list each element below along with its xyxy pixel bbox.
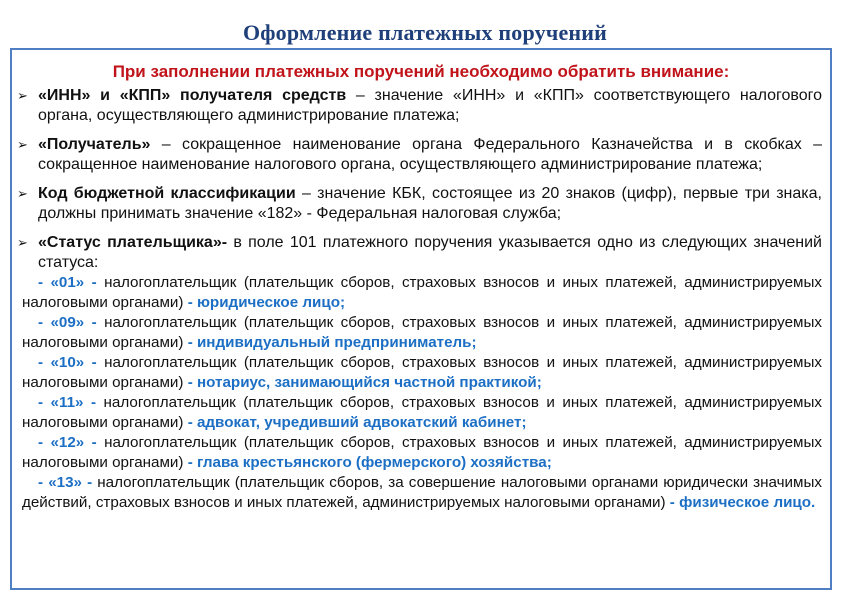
status-text: налогоплательщик (плательщик сборов, за совершение налоговыми органами юридически значимых действий, страховых взносов и иных платежей, администрируемых налоговыми органами): [22, 474, 822, 511]
status-code: «01»: [50, 274, 85, 291]
bullet-kbk: [12, 184, 830, 224]
bullet-term: «ИНН» и «КПП» получателя средств: [38, 87, 347, 104]
bullet-inn-kpp: [12, 86, 830, 126]
bullet-payer-status: [12, 233, 830, 273]
status-code: «10»: [50, 354, 85, 371]
bullet-text: – значение «ИНН» и «КПП» соответствующего налогового органа, осуществляющего администрирование платежа;: [38, 87, 823, 124]
arrow-bullet-icon: ➢: [17, 186, 28, 201]
status-code: «13»: [48, 474, 82, 491]
status-item-10: - «10» - налогоплательщик (плательщик сборов, страховых взносов и иных платежей, администрируемых налоговыми органами) - нотариус, занимающийся частной практикой;: [22, 354, 822, 391]
bullet-term: «Получатель»: [38, 136, 151, 153]
status-code: «12»: [50, 434, 85, 451]
status-highlight: - физическое лицо.: [669, 494, 816, 511]
bullet-term: «Статус плательщика»-: [38, 234, 228, 251]
status-highlight: - индивидуальный предприниматель;: [187, 334, 477, 351]
bullet-text: – сокращенное наименование органа Федерального Казначейства и в скобках – сокращенное наименование налогового органа, осуществляющего администрирование платежа;: [38, 136, 822, 173]
status-highlight: - юридическое лицо;: [187, 294, 346, 311]
status-item-01: - «01» - налогоплательщик (плательщик сборов, страховых взносов и иных платежей, администрируемых налоговыми органами) - юридическое лицо;: [22, 274, 822, 311]
arrow-bullet-icon: ➢: [17, 137, 28, 152]
status-code: «11»: [50, 394, 84, 411]
bullet-recipient: [12, 135, 830, 175]
bullet-term: Код бюджетной классификации: [38, 185, 296, 202]
status-text: налогоплательщик (плательщик сборов, страховых взносов и иных платежей, администрируемых налоговыми органами): [22, 314, 822, 351]
section-heading: При заполнении платежных поручений необходимо обратить внимание:: [112, 62, 730, 81]
status-text: налогоплательщик (плательщик сборов, страховых взносов и иных платежей, администрируемых налоговыми органами): [22, 354, 822, 391]
arrow-bullet-icon: ➢: [17, 235, 28, 250]
status-highlight: - глава крестьянского (фермерского) хозяйства;: [187, 454, 552, 471]
status-highlight: - нотариус, занимающийся частной практикой;: [187, 374, 542, 391]
status-item-09: - «09» - налогоплательщик (плательщик сборов, страховых взносов и иных платежей, администрируемых налоговыми органами) - индивидуальный предприниматель;: [22, 314, 822, 351]
page-title: Оформление платежных поручений: [242, 20, 608, 45]
status-text: налогоплательщик (плательщик сборов, страховых взносов и иных платежей, администрируемых налоговыми органами): [22, 434, 822, 471]
status-item-11: - «11» - налогоплательщик (плательщик сборов, страховых взносов и иных платежей, администрируемых налоговыми органами) - адвокат, учредивший адвокатский кабинет;: [22, 394, 822, 431]
bullet-text: в поле 101 платежного поручения указывается одно из следующих значений статуса:: [38, 234, 822, 271]
content-frame: [10, 48, 832, 590]
status-text: налогоплательщик (плательщик сборов, страховых взносов и иных платежей, администрируемых налоговыми органами): [22, 274, 822, 311]
status-item-13: - «13» - налогоплательщик (плательщик сборов, за совершение налоговыми органами юридически значимых действий, страховых взносов и иных платежей, администрируемых налоговыми органами) - физическое лицо.: [22, 474, 822, 511]
status-text: налогоплательщик (плательщик сборов, страховых взносов и иных платежей, администрируемых налоговыми органами): [22, 394, 822, 431]
status-item-12: - «12» - налогоплательщик (плательщик сборов, страховых взносов и иных платежей, администрируемых налоговыми органами) - глава крестьянского (фермерского) хозяйства;: [22, 434, 822, 471]
status-highlight: - адвокат, учредивший адвокатский кабинет;: [187, 414, 527, 431]
status-code: «09»: [50, 314, 85, 331]
bullet-text: – значение КБК, состоящее из 20 знаков (цифр), первые три знака, должны принимать значение «182» - Федеральная налоговая служба;: [38, 185, 822, 222]
arrow-bullet-icon: ➢: [17, 88, 28, 103]
